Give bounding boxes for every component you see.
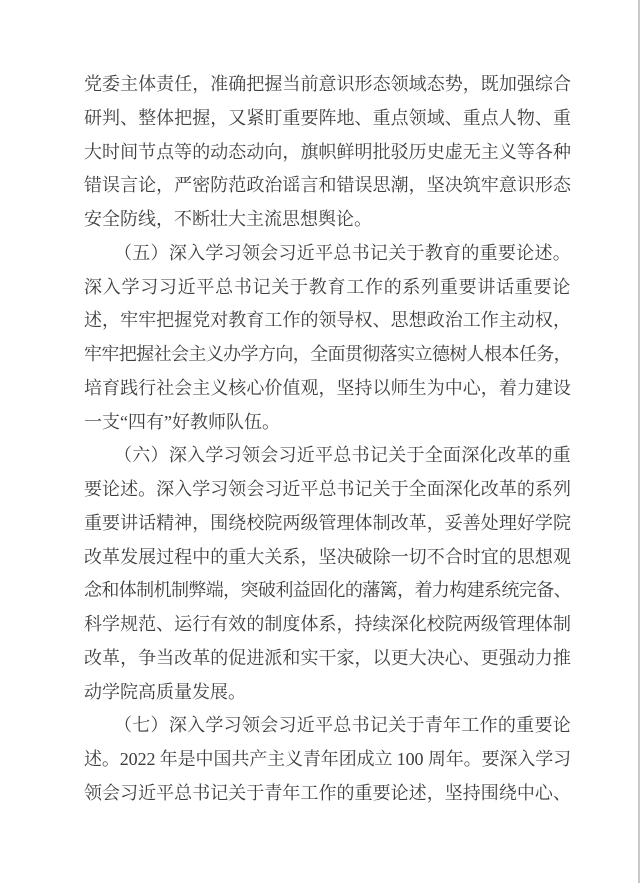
text-line-p3-2 [84,473,571,507]
text-line-p3-6 [84,608,571,642]
text-line-content: 重要讲话精神，围绕校院两级管理体制改革，妥善处理好学院 [84,512,571,533]
text-line-p4-3 [84,777,571,811]
text-line-content: （五）深入学习领会习近平总书记关于教育的重要论述。 [114,242,571,263]
text-line-content: 一支“四有”好教师队伍。 [84,411,280,432]
text-line-content: 安全防线，不断壮大主流思想舆论。 [84,209,372,229]
page-right-edge [638,0,640,883]
text-line-content: 研判、整体把握，又紧盯重要阵地、重点领域、重点人物、重 [84,107,571,128]
text-line-p4-2 [84,743,571,777]
text-line-content: 动学院高质量发展。 [84,681,246,702]
text-line-p2-2 [84,271,571,305]
text-line-content: 改革发展过程中的重大关系，坚决破除一切不合时宜的思想观 [84,546,571,567]
text-line-p3-8 [84,676,571,710]
text-line-p3-1 [84,439,571,473]
text-line-p3-7 [84,642,571,676]
text-line-content: （六）深入学习领会习近平总书记关于全面深化改革的重 [114,445,571,466]
text-line-p1-4 [84,169,571,203]
text-line-content: 党委主体责任，准确把握当前意识形态领域态势，既加强综合 [84,74,571,94]
text-line-p1-1 [84,68,571,102]
text-line-p2-3 [84,304,571,338]
text-line-content: 错误言论，严密防范政治谣言和错误思潮，坚决筑牢意识形态 [84,175,571,196]
text-line-p2-1 [84,237,571,271]
page-text-content [84,68,571,811]
text-line-content: 要论述。深入学习领会习近平总书记关于全面深化改革的系列 [84,479,571,499]
text-line-content: 科学规范、运行有效的制度体系，持续深化校院两级管理体制 [84,614,571,634]
text-line-content: 大时间节点等的动态动向，旗帜鲜明批驳历史虚无主义等各种 [84,141,571,162]
text-line-content: 述，牢牢把握党对教育工作的领导权、思想政治工作主动权， [84,310,571,331]
text-line-content: 深入学习习近平总书记关于教育工作的系列重要讲话重要论 [84,276,571,297]
text-line-p1-5 [84,203,571,237]
text-line-p2-6 [84,406,571,440]
text-line-p1-2 [84,102,571,136]
text-line-p3-5 [84,574,571,608]
text-line-p3-4 [84,541,571,575]
text-line-content: （七）深入学习领会习近平总书记关于青年工作的重要论 [114,715,571,736]
text-line-p4-1 [84,709,571,743]
text-line-p3-3 [84,507,571,541]
text-line-p1-3 [84,136,571,170]
text-line-content: 念和体制机制弊端，突破利益固化的藩篱，着力构建系统完备、 [84,580,571,601]
text-line-content: 培育践行社会主义核心价值观，坚持以师生为中心，着力建设 [84,377,571,398]
text-line-content: 改革，争当改革的促进派和实干家，以更大决心、更强动力推 [84,647,571,668]
text-line-content: 述。2022 年是中国共产主义青年团成立 100 周年。要深入学习 [84,749,571,769]
text-line-content: 领会习近平总书记关于青年工作的重要论述，坚持围绕中心、 [84,782,571,803]
text-line-content: 牢牢把握社会主义办学方向，全面贯彻落实立德树人根本任务， [84,344,571,364]
text-line-p2-4 [84,338,571,372]
text-line-p2-5 [84,372,571,406]
